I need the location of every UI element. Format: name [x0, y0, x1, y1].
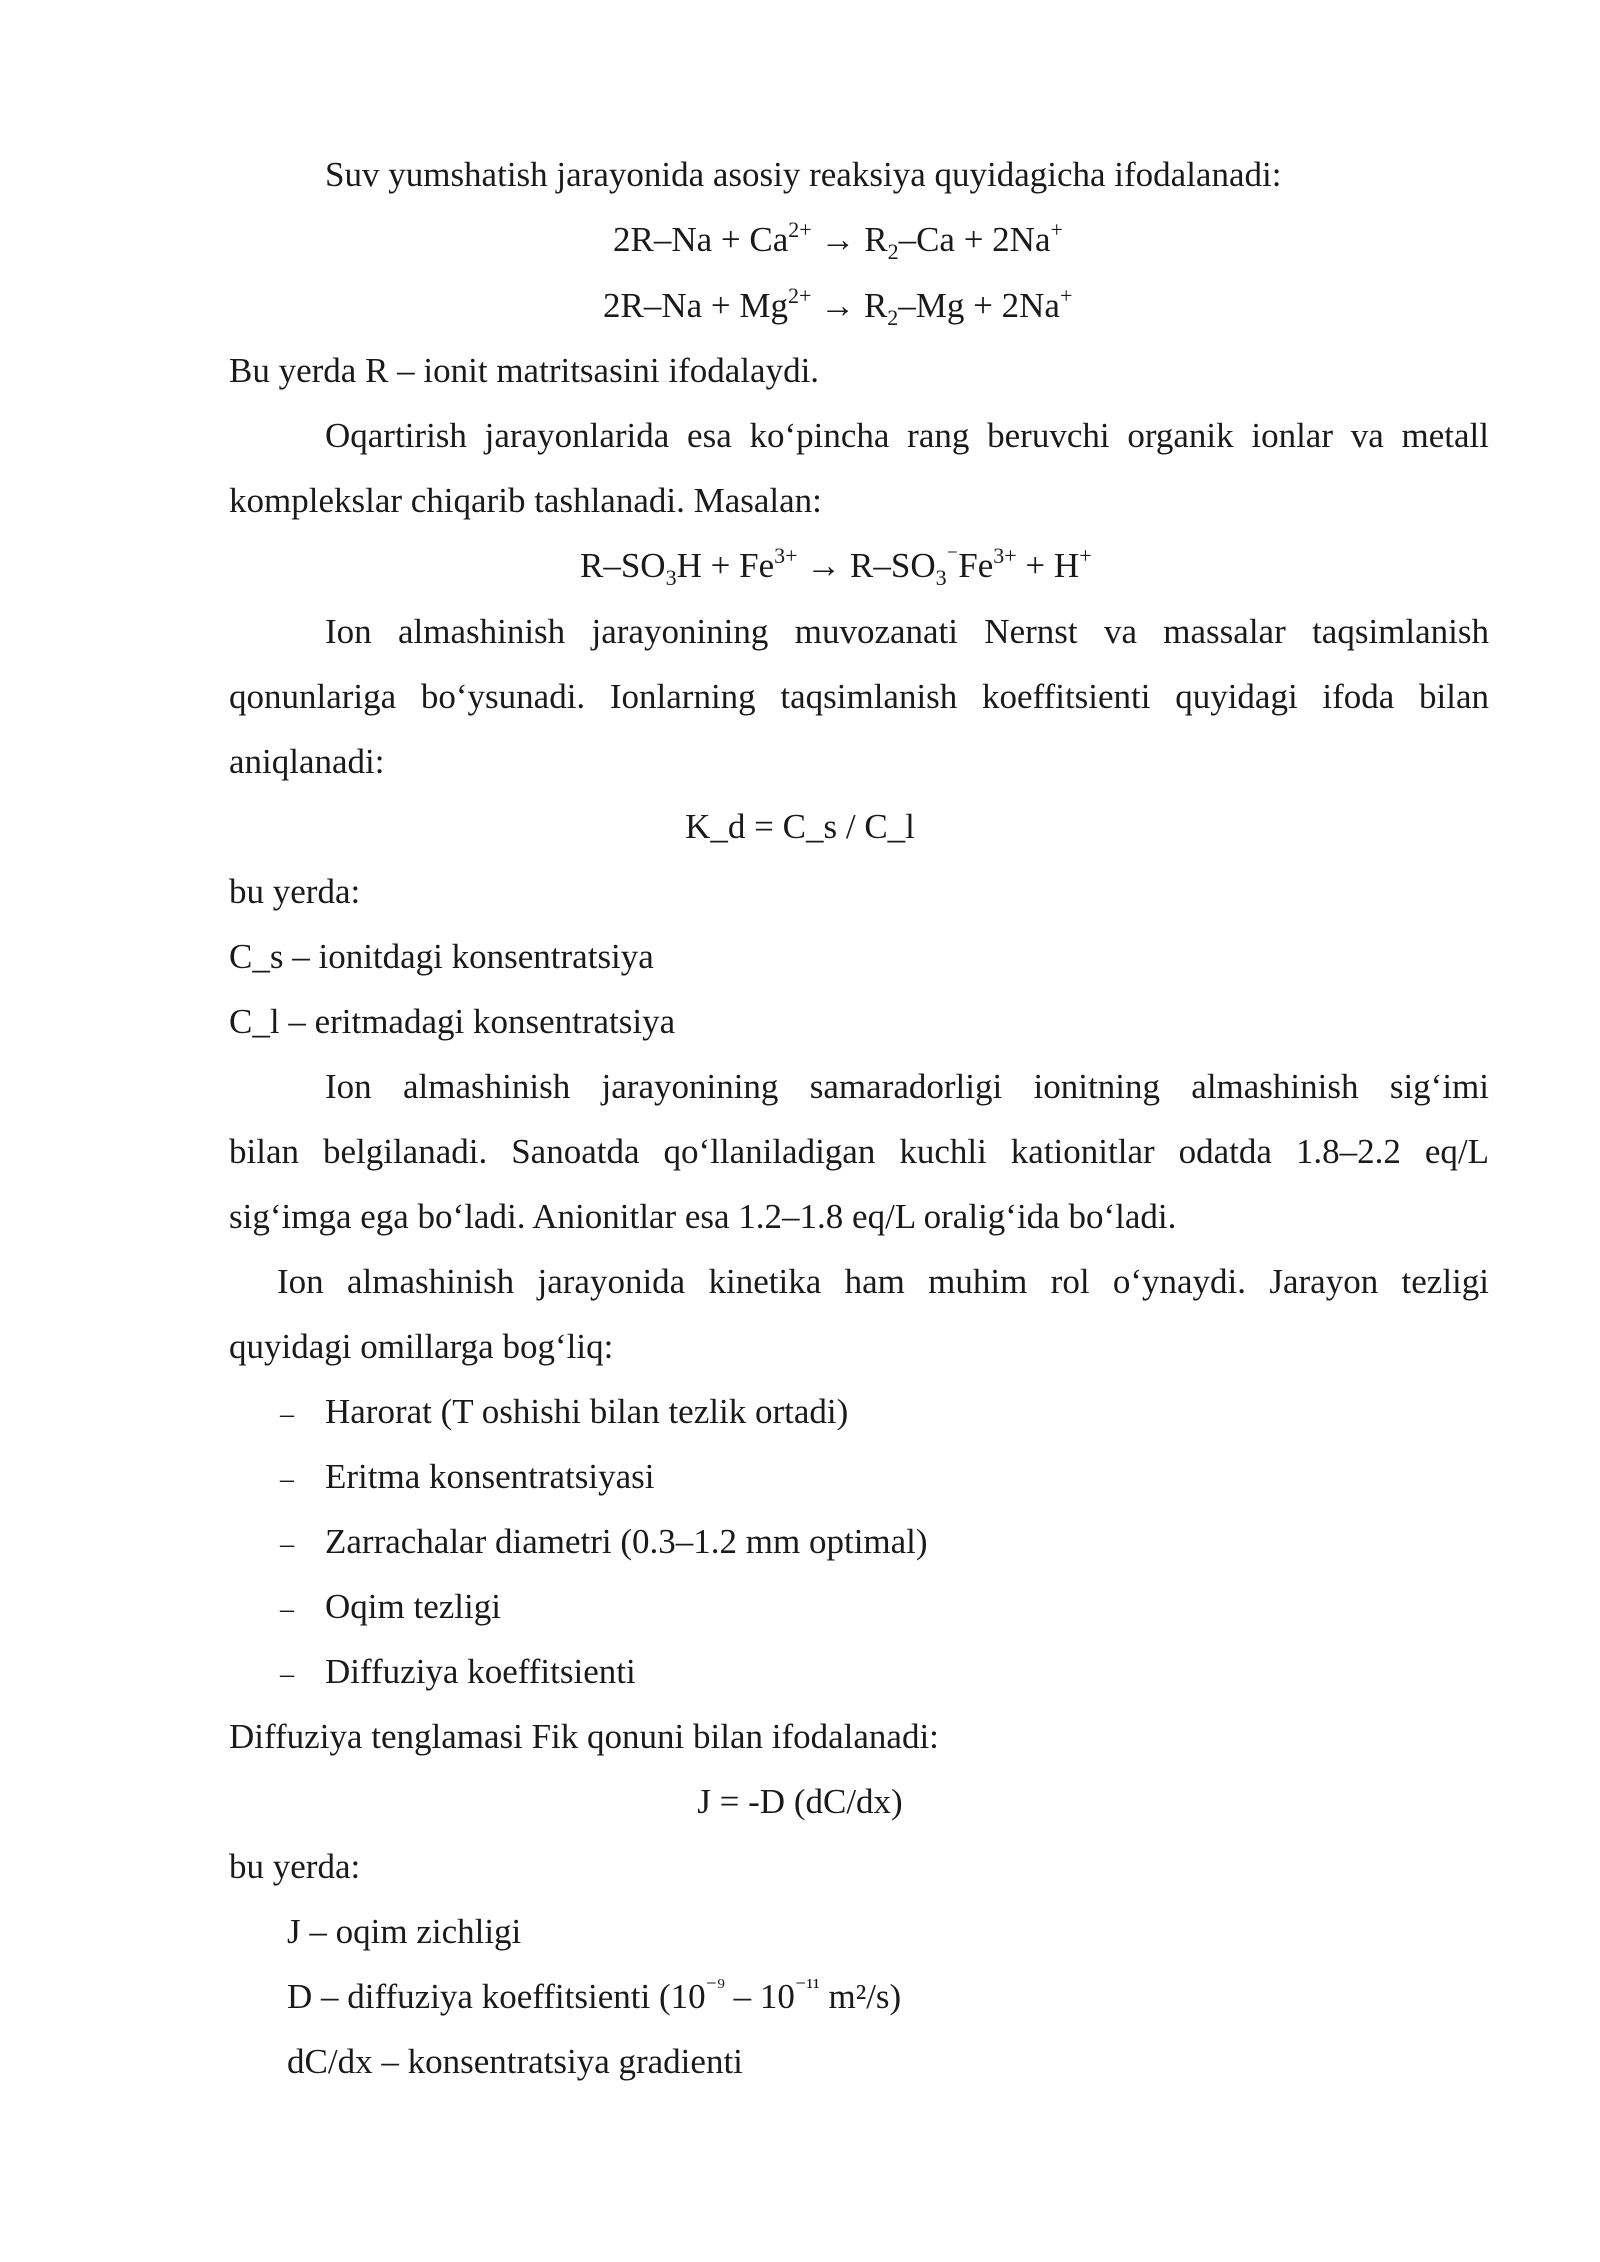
list-item-diameter [280, 1520, 294, 1564]
reaction-equation-calcium: $2R-Na + Ca^{2+} \to R_2-Ca + 2Na^+$ [613, 217, 1063, 264]
list-dash: – [280, 1399, 294, 1430]
definition-j: J – oqim zichligi [287, 1912, 522, 1951]
list-dash: – [280, 1464, 294, 1495]
definition-d: D – diffuziya koeffitsienti ($10^{^{-9}} - 10^{^{-11}}$ m²/s) [287, 1974, 902, 2016]
paragraph-capacity-line-2: bilan belgilanadi. Sanoatda qo‘llaniladigan kuchli kationitlar odatda 1.8–2.2 eq/L [229, 1132, 1489, 1171]
paragraph-kinetics-line-1: Ion almashinish jarayonida kinetika ham muhim rol o‘ynaydi. Jarayon tezligi [277, 1262, 1489, 1301]
where-label-1: bu yerda: [229, 872, 361, 911]
list-item-flow-rate [280, 1585, 294, 1629]
paragraph-capacity-line-1: Ion almashinish jarayonining samaradorligi ionitning almashinish sig‘imi [325, 1067, 1489, 1106]
paragraph-bleaching-line-1: Oqartirish jarayonlarida esa ko‘pincha rang beruvchi organik ionlar va metall [325, 416, 1489, 455]
paragraph-capacity-line-3: sig‘imga ega bo‘ladi. Anionitlar esa 1.2–1.8 eq/L oralig‘ida bo‘ladi. [229, 1197, 1177, 1236]
list-item-flow-rate-text: Oqim tezligi [325, 1587, 501, 1626]
paragraph-fick-intro: Diffuziya tenglamasi Fik qonuni bilan ifodalanadi: [229, 1717, 939, 1756]
paragraph-kinetics-line-2: quyidagi omillarga bog‘liq: [229, 1327, 614, 1366]
formula-distribution-coefficient: K_d = C_s / C_l [685, 807, 915, 846]
definition-c-s: C_s – ionitdagi konsentratsiya [229, 937, 654, 976]
list-item-diffusion [280, 1650, 294, 1694]
list-item-concentration [280, 1455, 294, 1499]
list-dash: – [280, 1594, 294, 1625]
paragraph-intro-line [325, 153, 1281, 197]
note-r-matrix: Bu yerda R – ionit matritsasini ifodalaydi. [229, 351, 820, 390]
where-label-2: bu yerda: [229, 1847, 361, 1886]
paragraph-equilibrium-line-3: aniqlanadi: [229, 742, 385, 781]
list-dash: – [280, 1659, 294, 1690]
list-item-diffusion-text: Diffuziya koeffitsienti [325, 1652, 636, 1691]
paragraph-equilibrium-line-2: qonunlariga bo‘ysunadi. Ionlarning taqsimlanish koeffitsienti quyidagi ifoda bilan [229, 677, 1489, 716]
reaction-equation-magnesium: $2R-Na + Mg^{2+} \to R_2-Mg + 2Na^+$ [603, 283, 1073, 330]
reaction-equation-iron: $R-SO_3H + Fe^{3+} \to R-SO_3^{^-}Fe^{3+} + H^+$ [580, 543, 1092, 590]
list-item-temperature-text: Harorat (T oshishi bilan tezlik ortadi) [325, 1392, 849, 1431]
list-dash: – [280, 1529, 294, 1560]
paragraph-equilibrium-line-1: Ion almashinish jarayonining muvozanati Nernst va massalar taqsimlanish [325, 612, 1489, 651]
list-item-temperature [280, 1390, 294, 1434]
paragraph-bleaching-line-2: komplekslar chiqarib tashlanadi. Masalan: [229, 481, 822, 520]
definition-dc-dx: dC/dx – konsentratsiya gradienti [287, 2042, 743, 2081]
formula-fick-law: J = -D (dC/dx) [697, 1782, 903, 1821]
intro-text: Suv yumshatish jarayonida asosiy reaksiya quyidagicha ifodalanadi: [325, 155, 1282, 194]
definition-c-l: C_l – eritmadagi konsentratsiya [229, 1002, 676, 1041]
list-item-diameter-text: Zarrachalar diametri (0.3–1.2 mm optimal) [325, 1522, 928, 1561]
list-item-concentration-text: Eritma konsentratsiyasi [325, 1457, 655, 1496]
